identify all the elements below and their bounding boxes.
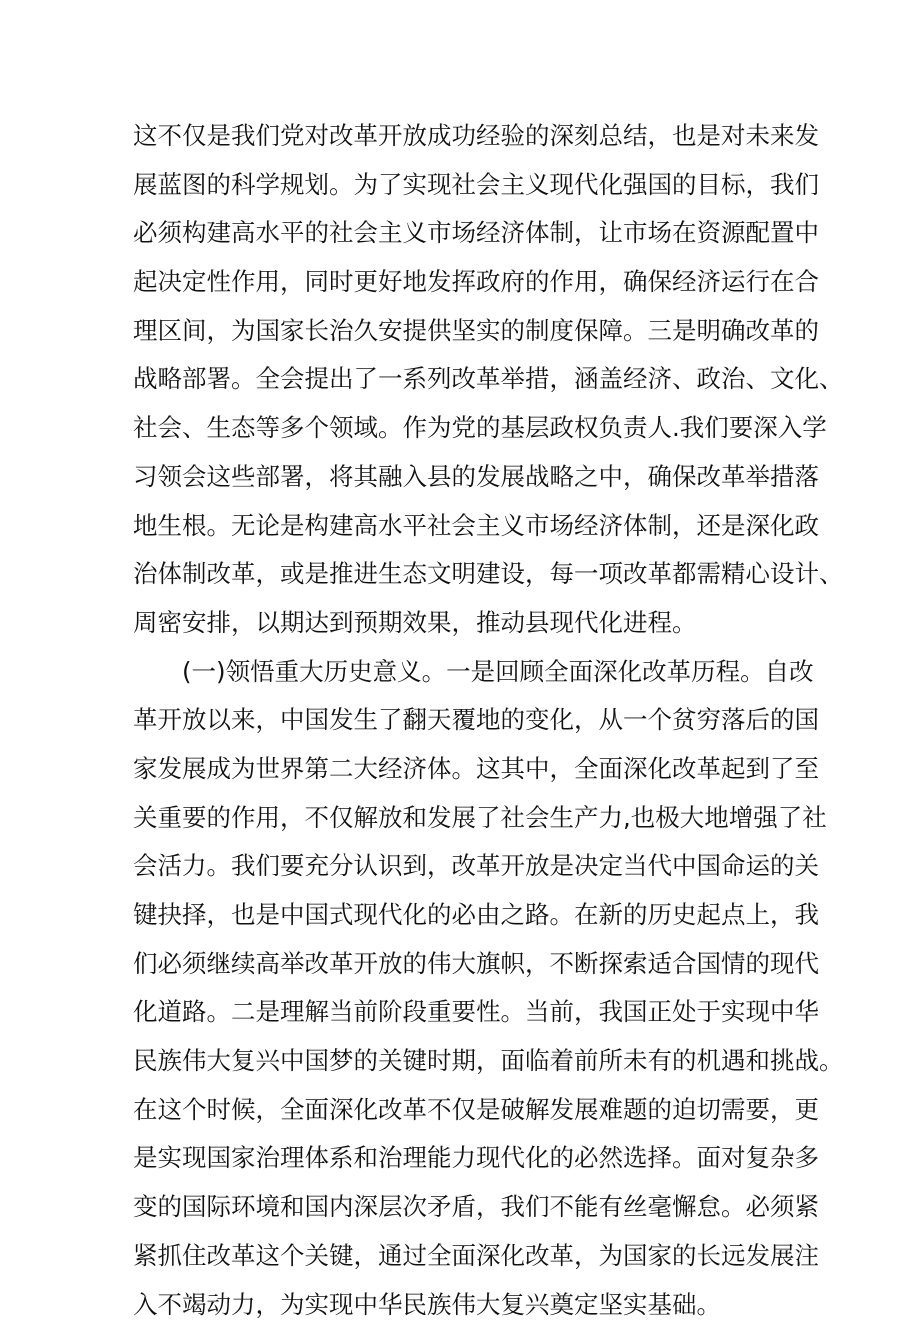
paragraph-2: [133, 648, 783, 1329]
paragraph-line: 必须构建高水平的社会主义市场经济体制，让市场在资源配置中: [133, 209, 783, 258]
paragraph-line: 在这个时候，全面深化改革不仅是破解发展难题的迫切需要，更: [133, 1086, 783, 1135]
paragraph-line: 展蓝图的科学规划。为了实现社会主义现代化强国的目标，我们: [133, 161, 783, 210]
paragraph-line: 周密安排，以期达到预期效果，推动县现代化进程。: [133, 599, 783, 648]
paragraph-line: 理区间，为国家长治久安提供坚实的制度保障。三是明确改革的: [133, 307, 783, 356]
paragraph-line: 民族伟大复兴中国梦的关键时期，面临着前所未有的机遇和挑战。: [133, 1037, 783, 1086]
paragraph-line: 革开放以来，中国发生了翻天覆地的变化，从一个贫穷落后的国: [133, 696, 783, 745]
paragraph-line: 是实现国家治理体系和治理能力现代化的必然选择。面对复杂多: [133, 1134, 783, 1183]
paragraph-line: 关重要的作用，不仅解放和发展了社会生产力,也极大地增强了社: [133, 794, 783, 843]
paragraph-line: 起决定性作用，同时更好地发挥政府的作用，确保经济运行在合: [133, 258, 783, 307]
paragraph-line: 战略部署。全会提出了一系列改革举措，涵盖经济、政治、文化、: [133, 355, 783, 404]
paragraph-line: 会活力。我们要充分认识到，改革开放是决定当代中国命运的关: [133, 842, 783, 891]
paragraph-line: 习领会这些部署，将其融入县的发展战略之中，确保改革举措落: [133, 453, 783, 502]
paragraph-line: 紧抓住改革这个关键，通过全面深化改革，为国家的长远发展注: [133, 1232, 783, 1281]
paragraph-line: 社会、生态等多个领域。作为党的基层政权负责人.我们要深入学: [133, 404, 783, 453]
paragraph-line: 治体制改革，或是推进生态文明建设，每一项改革都需精心设计、: [133, 550, 783, 599]
paragraph-line: 变的国际环境和国内深层次矛盾，我们不能有丝毫懈怠。必须紧: [133, 1183, 783, 1232]
paragraph-line: 入不竭动力，为实现中华民族伟大复兴奠定坚实基础。: [133, 1281, 783, 1329]
paragraph-line: 键抉择，也是中国式现代化的必由之路。在新的历史起点上，我: [133, 891, 783, 940]
paragraph-line: 化道路。二是理解当前阶段重要性。当前，我国正处于实现中华: [133, 988, 783, 1037]
paragraph-1: [133, 112, 783, 648]
paragraph-line: 们必须继续高举改革开放的伟大旗帜，不断探索适合国情的现代: [133, 940, 783, 989]
paragraph-line: 家发展成为世界第二大经济体。这其中，全面深化改革起到了至: [133, 745, 783, 794]
paragraph-line: (一)领悟重大历史意义。一是回顾全面深化改革历程。自改: [133, 648, 783, 697]
paragraph-line: 这不仅是我们党对改革开放成功经验的深刻总结，也是对未来发: [133, 112, 783, 161]
document-body: [133, 112, 783, 1329]
paragraph-line: 地生根。无论是构建高水平社会主义市场经济体制，还是深化政: [133, 502, 783, 551]
